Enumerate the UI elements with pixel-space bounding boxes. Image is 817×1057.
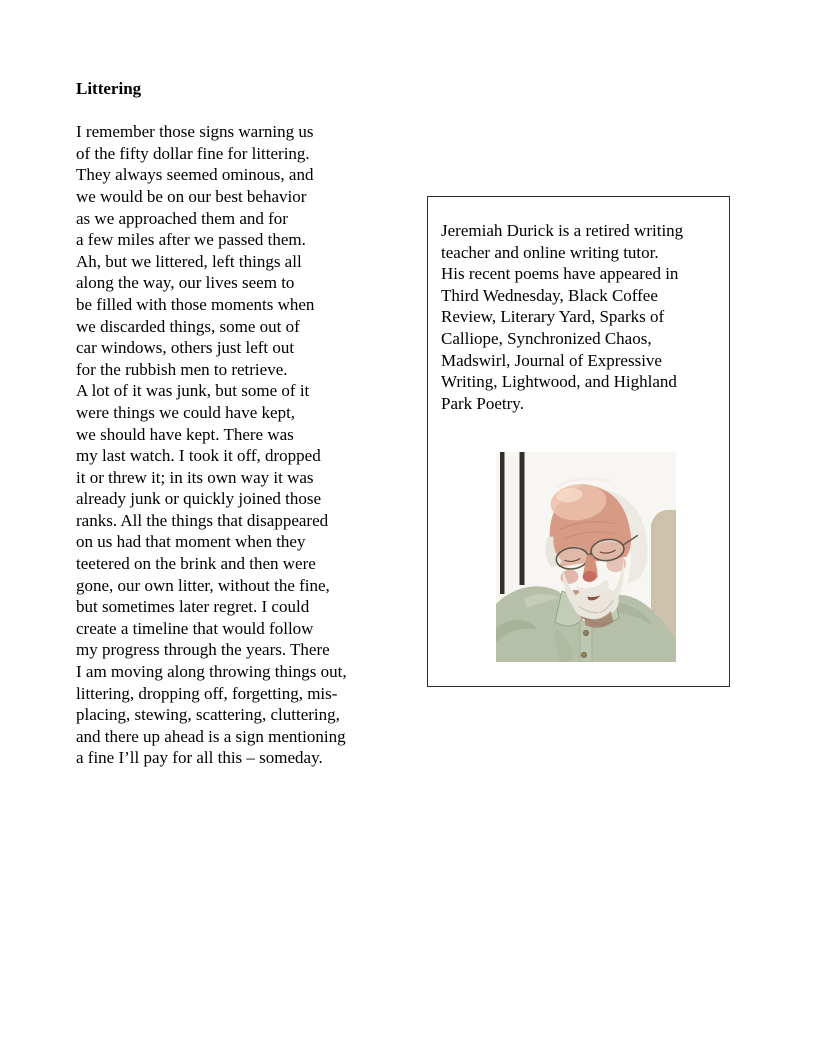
text-line: Madswirl, Journal of Expressive — [441, 350, 662, 370]
text-line: Calliope, Synchronized Chaos, — [441, 328, 652, 348]
text-line: already junk or quickly joined those — [76, 489, 322, 509]
text-line: create a timeline that would follow — [76, 618, 314, 638]
text-line: my progress through the years. There — [76, 640, 330, 660]
text-line: a fine I’ll pay for all this – someday. — [76, 748, 323, 768]
poem-title: Littering — [76, 79, 142, 98]
text-line: Park Poetry. — [441, 393, 524, 413]
text-line: were things we could have kept, — [76, 402, 296, 422]
text-line: as we approached them and for — [76, 208, 288, 228]
text-line: and there up ahead is a sign mentioning — [76, 726, 346, 746]
text-line: along the way, our lives seem to — [76, 273, 295, 293]
text-line: a few miles after we passed them. — [76, 230, 306, 250]
text-line: Ah, but we littered, left things all — [76, 251, 302, 271]
text-line: my last watch. I took it off, dropped — [76, 446, 321, 466]
text-line: we would be on our best behavior — [76, 186, 307, 206]
text-line: They always seemed ominous, and — [76, 165, 314, 185]
text-line: it or threw it; in its own way it was — [76, 467, 314, 487]
text-line: A lot of it was junk, but some of it — [76, 381, 310, 401]
text-line: Jeremiah Durick is a retired writing — [441, 221, 684, 240]
text-line: I am moving along throwing things out, — [76, 662, 347, 682]
text-line: we discarded things, some out of — [76, 316, 300, 336]
text-line: placing, stewing, scattering, cluttering, — [76, 705, 340, 725]
text-line: on us had that moment when they — [76, 532, 306, 552]
text-line: Review, Literary Yard, Sparks of — [441, 307, 665, 327]
text-line: Third Wednesday, Black Coffee — [441, 285, 658, 305]
text-line: His recent poems have appeared in — [441, 264, 679, 284]
text-line: littering, dropping off, forgetting, mis- — [76, 683, 338, 703]
text-line: we should have kept. There was — [76, 424, 294, 444]
poem-section — [76, 78, 406, 769]
text-line: gone, our own litter, without the fine, — [76, 575, 330, 595]
text-line: but sometimes later regret. I could — [76, 597, 310, 617]
author-photo-illustration — [496, 452, 676, 662]
text-line: for the rubbish men to retrieve. — [76, 359, 288, 379]
text-line: teacher and online writing tutor. — [441, 242, 659, 262]
poem-body — [76, 121, 406, 769]
author-photo — [496, 452, 676, 662]
author-bio-box — [427, 196, 730, 687]
text-line: car windows, others just left out — [76, 338, 295, 358]
text-line: be filled with those moments when — [76, 294, 315, 314]
text-line: ranks. All the things that disappeared — [76, 510, 329, 530]
text-line: Writing, Lightwood, and Highland — [441, 372, 677, 392]
author-bio-text — [441, 220, 683, 414]
text-line: teetered on the brink and then were — [76, 554, 316, 574]
text-line: I remember those signs warning us — [76, 122, 314, 142]
text-line: of the fifty dollar fine for littering. — [76, 143, 310, 163]
